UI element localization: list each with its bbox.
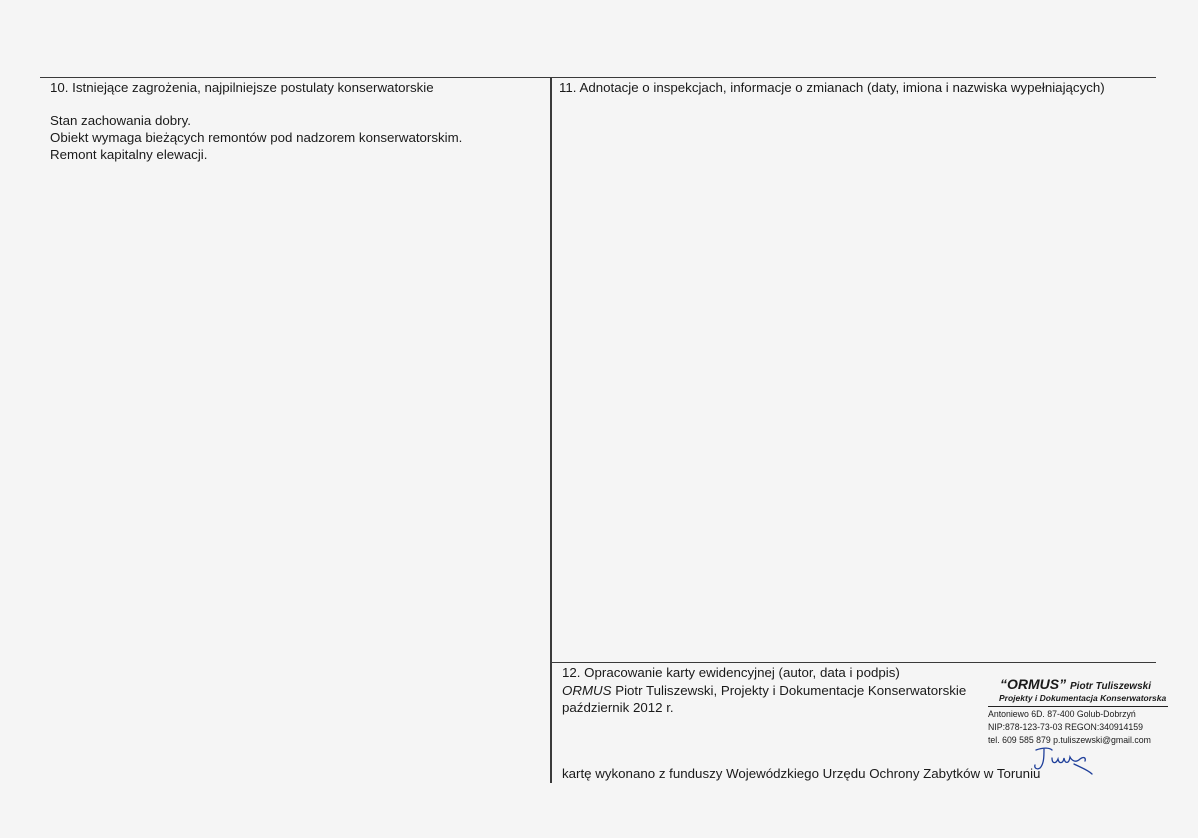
section12-date: październik 2012 r. [562, 700, 674, 715]
stamp-ids: NIP:878-123-73-03 REGON:340914159 [988, 722, 1143, 733]
stamp-contact: tel. 609 585 879 p.tuliszewski@gmail.com [988, 735, 1151, 746]
section12-author [562, 683, 966, 699]
top-rule [40, 77, 1156, 78]
section11-heading: 11. Adnotacje o inspekcjach, informacje o zmianach (daty, imiona i nazwiska wypełniających) [559, 80, 1105, 95]
stamp-brand-name: “ORMUS” [1000, 676, 1067, 692]
section10-line-1: Stan zachowania dobry. [50, 113, 191, 128]
stamp-rule [988, 706, 1168, 707]
author-rest: Piotr Tuliszewski, Projekty i Dokumentacje Konserwatorskie [611, 683, 967, 698]
funding-note: kartę wykonano z funduszy Wojewódzkiego Urzędu Ochrony Zabytków w Toruniu [562, 766, 1041, 781]
section10-line-2: Obiekt wymaga bieżących remontów pod nadzorem konserwatorskim. [50, 130, 463, 145]
stamp-subtitle: Projekty i Dokumentacja Konserwatorska [999, 693, 1167, 703]
section10-line-3: Remont kapitalny elewacji. [50, 147, 208, 162]
section10-heading: 10. Istniejące zagrożenia, najpilniejsze postulaty konserwatorskie [50, 80, 434, 95]
stamp-brand [1000, 676, 1151, 692]
stamp-address: Antoniewo 6D. 87-400 Golub-Dobrzyń [988, 709, 1136, 720]
stamp-person: Piotr Tuliszewski [1070, 681, 1151, 692]
column-divider [550, 77, 552, 783]
author-brand: ORMUS [562, 683, 612, 698]
signature-image [1030, 744, 1100, 780]
section12-rule [551, 662, 1156, 663]
section12-heading: 12. Opracowanie karty ewidencyjnej (autor, data i podpis) [562, 665, 900, 680]
